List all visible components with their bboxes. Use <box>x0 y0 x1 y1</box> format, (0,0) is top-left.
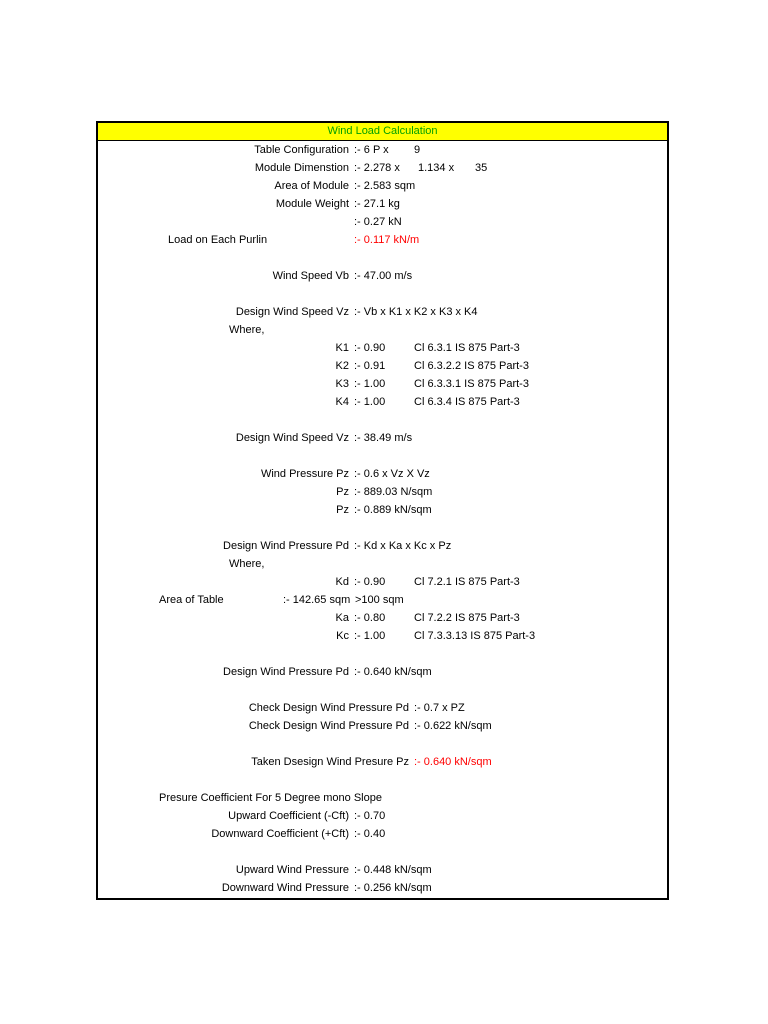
module-dim-extra1: 1.134 x <box>418 162 455 174</box>
k3-label: K3 <box>335 378 349 390</box>
upward-coef-label: Upward Coefficient (-Cft) <box>228 810 349 822</box>
k4-label: K4 <box>335 396 349 408</box>
pz-value-2: :- 0.889 kN/sqm <box>354 504 432 516</box>
pd-formula-label: Design Wind Pressure Pd <box>223 540 349 552</box>
downward-coef-value: :- 0.40 <box>354 828 386 840</box>
pz-formula-value: :- 0.6 x Vz X Vz <box>354 468 430 480</box>
wind-speed-value: :- 47.00 m/s <box>354 270 413 282</box>
k4-value: :- 1.00 <box>354 396 386 408</box>
pz-formula-label: Wind Pressure Pz <box>260 468 349 480</box>
kc-value: :- 1.00 <box>354 630 386 642</box>
kd-value: :- 0.90 <box>354 576 386 588</box>
downward-pressure-value: :- 0.256 kN/sqm <box>354 882 432 894</box>
purlin-load-value: :- 0.117 kN/m <box>354 234 420 246</box>
wind-speed-label: Wind Speed Vb <box>272 270 349 282</box>
module-dim-label: Module Dimenstion <box>254 162 349 174</box>
module-weight-value: :- 27.1 kg <box>354 198 400 210</box>
kc-label: Kc <box>336 630 349 642</box>
downward-coef-label: Downward Coefficient (+Cft) <box>211 828 349 840</box>
design-speed-formula-value: :- Vb x K1 x K2 x K3 x K4 <box>354 306 478 318</box>
k2-ref: Cl 6.3.2.2 IS 875 Part-3 <box>414 360 529 372</box>
pd-label: Design Wind Pressure Pd <box>223 666 349 678</box>
k4-ref: Cl 6.3.4 IS 875 Part-3 <box>414 396 520 408</box>
pz-label-2: Pz <box>336 504 349 516</box>
area-module-label: Area of Module <box>274 180 349 192</box>
module-weight-kn-value: :- 0.27 kN <box>354 216 402 228</box>
k1-value: :- 0.90 <box>354 342 386 354</box>
kd-ref: Cl 7.2.1 IS 875 Part-3 <box>414 576 520 588</box>
where-label-1: Where, <box>229 324 265 336</box>
wind-load-sheet <box>96 121 669 900</box>
k3-value: :- 1.00 <box>354 378 386 390</box>
area-table-label: Area of Table <box>159 594 224 606</box>
upward-pressure-value: :- 0.448 kN/sqm <box>354 864 432 876</box>
area-table-extra: >100 sqm <box>355 594 404 606</box>
k3-ref: Cl 6.3.3.1 IS 875 Part-3 <box>414 378 529 390</box>
pz-label-1: Pz <box>336 486 349 498</box>
pd-value: :- 0.640 kN/sqm <box>354 666 432 678</box>
design-speed-label: Design Wind Speed Vz <box>235 432 349 444</box>
table-config-label: Table Configuration <box>254 144 349 156</box>
kd-label: Kd <box>335 576 349 588</box>
module-dim-value: :- 2.278 x <box>354 162 400 174</box>
design-speed-value: :- 38.49 m/s <box>354 432 413 444</box>
k2-value: :- 0.91 <box>354 360 386 372</box>
kc-ref: Cl 7.3.3.13 IS 875 Part-3 <box>414 630 536 642</box>
downward-pressure-label: Downward Wind Pressure <box>221 882 349 894</box>
area-table-value: :- 142.65 sqm <box>283 594 351 606</box>
k1-ref: Cl 6.3.1 IS 875 Part-3 <box>414 342 520 354</box>
taken-value: :- 0.640 kN/sqm <box>414 756 492 768</box>
where-label-2: Where, <box>229 558 265 570</box>
module-weight-label: Module Weight <box>275 198 349 210</box>
purlin-load-label: Load on Each Purlin <box>168 234 268 246</box>
sheet-title: Wind Load Calculation <box>98 123 667 141</box>
ka-ref: Cl 7.2.2 IS 875 Part-3 <box>414 612 520 624</box>
pd-formula-value: :- Kd x Ka x Kc x Pz <box>354 540 452 552</box>
pz-value-1: :- 889.03 N/sqm <box>354 486 433 498</box>
coef-heading: Presure Coefficient For 5 Degree mono Slope <box>159 792 382 804</box>
upward-coef-value: :- 0.70 <box>354 810 386 822</box>
upward-pressure-label: Upward Wind Pressure <box>235 864 349 876</box>
table-config-value: :- 6 P x <box>354 144 389 156</box>
area-module-value: :- 2.583 sqm <box>354 180 416 192</box>
check-formula-value: :- 0.7 x PZ <box>414 702 465 714</box>
design-speed-formula-label: Design Wind Speed Vz <box>235 306 349 318</box>
k2-label: K2 <box>335 360 349 372</box>
taken-label: Taken Dsesign Wind Presure Pz <box>251 756 409 768</box>
table-config-extra: 9 <box>414 144 421 156</box>
check-formula-label: Check Design Wind Pressure Pd <box>248 702 409 714</box>
check-value-value: :- 0.622 kN/sqm <box>414 720 492 732</box>
k1-label: K1 <box>335 342 349 354</box>
check-value-label: Check Design Wind Pressure Pd <box>248 720 409 732</box>
ka-value: :- 0.80 <box>354 612 386 624</box>
ka-label: Ka <box>335 612 349 624</box>
module-dim-extra2: 35 <box>475 162 488 174</box>
